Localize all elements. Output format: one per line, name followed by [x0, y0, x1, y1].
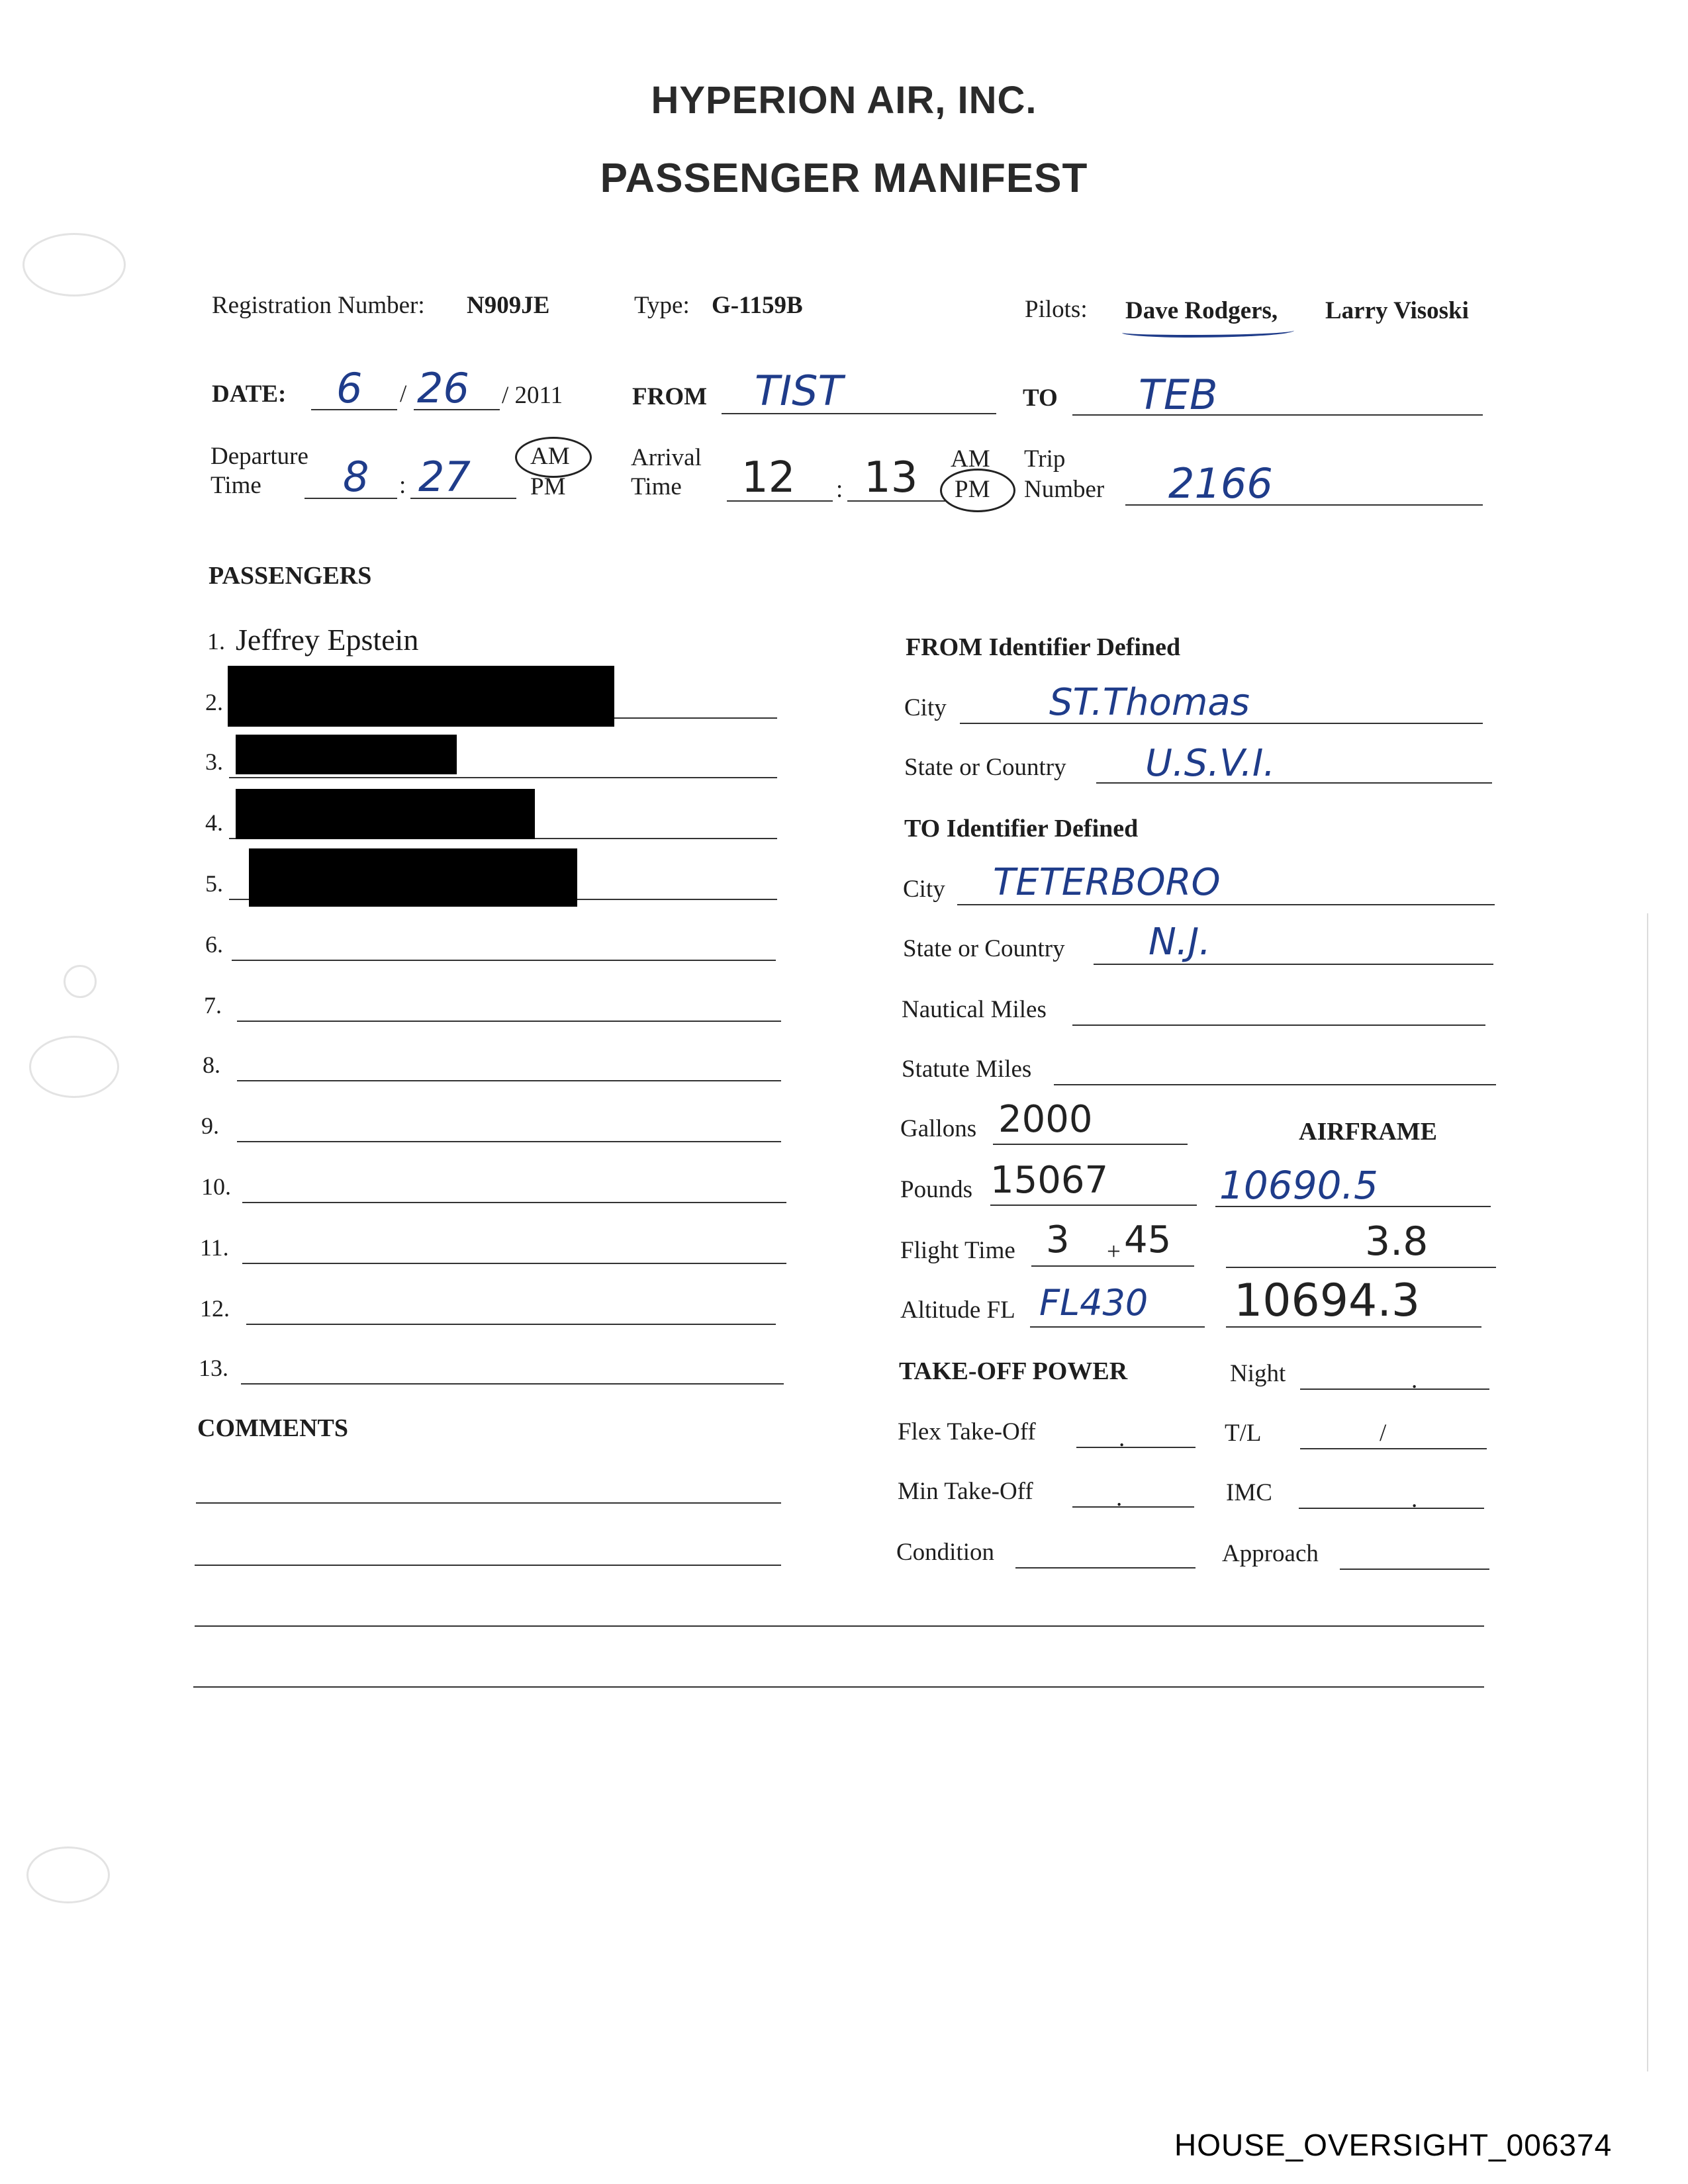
- date-month: 6: [336, 364, 363, 412]
- from-city-label: City: [904, 694, 947, 721]
- arrival-hour-line: [727, 500, 833, 502]
- to-state-value: N.J.: [1149, 921, 1211, 964]
- passenger-line-9: [237, 1141, 781, 1142]
- pilot-1: Dave Rodgers,: [1125, 297, 1278, 324]
- to-city-label: City: [903, 876, 945, 903]
- to-identifier-heading: TO Identifier Defined: [904, 815, 1139, 842]
- passenger-number-11: 11.: [200, 1234, 229, 1261]
- form-title: PASSENGER MANIFEST: [600, 156, 1088, 201]
- registration-value: N909JE: [467, 292, 550, 319]
- scan-artifact: [26, 1846, 110, 1903]
- condition-line: [1015, 1567, 1196, 1569]
- nautical-label: Nautical Miles: [902, 996, 1047, 1023]
- comments-line-1: [196, 1502, 781, 1504]
- to-line: [1072, 414, 1483, 416]
- redaction-box: [236, 735, 457, 774]
- departure-colon: :: [399, 472, 406, 499]
- night-dot: .: [1411, 1367, 1418, 1394]
- trip-line: [1125, 504, 1483, 506]
- flight-time-plus: +: [1107, 1238, 1121, 1265]
- departure-label-2: Time: [211, 472, 261, 499]
- scan-artifact: [64, 965, 97, 998]
- from-state-label: State or Country: [904, 754, 1066, 781]
- from-state-value: U.S.V.I.: [1145, 742, 1276, 785]
- redaction-box: [228, 666, 614, 727]
- pilots-label: Pilots:: [1025, 296, 1088, 323]
- night-line: [1300, 1388, 1489, 1390]
- imc-dot: .: [1411, 1486, 1418, 1513]
- flight-time-label: Flight Time: [900, 1237, 1015, 1264]
- passenger-number-10: 10.: [201, 1173, 231, 1200]
- departure-minute: 27: [418, 453, 471, 501]
- min-takeoff-line: [1072, 1506, 1194, 1508]
- to-city-line: [957, 904, 1495, 905]
- registration-label: Registration Number:: [212, 292, 425, 319]
- airframe-line-3: [1226, 1326, 1481, 1328]
- approach-line: [1340, 1569, 1489, 1570]
- flex-takeoff-line: [1076, 1447, 1196, 1448]
- tl-label: T/L: [1225, 1420, 1262, 1447]
- statute-label: Statute Miles: [902, 1056, 1032, 1083]
- comments-line-3: [195, 1625, 1484, 1627]
- type-label: Type:: [634, 292, 690, 319]
- takeoff-power-heading: TAKE-OFF POWER: [899, 1357, 1128, 1385]
- to-state-label: State or Country: [903, 935, 1065, 962]
- approach-label: Approach: [1222, 1540, 1319, 1567]
- passengers-heading: PASSENGERS: [209, 562, 372, 590]
- arrival-label-1: Arrival: [631, 444, 702, 471]
- tl-slash: /: [1380, 1420, 1387, 1447]
- airframe-line-1: [1215, 1206, 1491, 1207]
- pilot-underline-mark: [1122, 326, 1294, 338]
- comments-line-2: [195, 1565, 781, 1566]
- passenger-number-1: 1.: [207, 628, 225, 655]
- type-value: G-1159B: [712, 292, 803, 319]
- passenger-line-12: [246, 1324, 776, 1325]
- departure-label-1: Departure: [211, 443, 308, 470]
- pounds-label: Pounds: [900, 1176, 972, 1203]
- departure-minute-line: [410, 498, 516, 499]
- passenger-line-7: [237, 1021, 781, 1022]
- gallons-value: 2000: [998, 1098, 1093, 1141]
- page-edge: [1647, 913, 1648, 2071]
- passenger-number-12: 12.: [200, 1295, 230, 1322]
- imc-line: [1299, 1508, 1484, 1509]
- from-value: TIST: [755, 367, 843, 415]
- imc-label: IMC: [1226, 1479, 1272, 1506]
- bates-number: HOUSE_OVERSIGHT_006374: [1174, 2128, 1613, 2162]
- passenger-number-3: 3.: [205, 749, 223, 775]
- passenger-line-11: [242, 1263, 786, 1264]
- departure-hour-line: [305, 498, 397, 499]
- passenger-number-2: 2.: [205, 689, 223, 715]
- from-state-line: [1096, 782, 1492, 784]
- trip-label-1: Trip: [1024, 445, 1066, 473]
- departure-pm: PM: [530, 473, 566, 500]
- passenger-line-3: [229, 777, 777, 778]
- from-city-value: ST.Thomas: [1049, 681, 1250, 724]
- comments-line-4: [193, 1686, 1484, 1688]
- statute-line: [1054, 1084, 1496, 1085]
- min-takeoff-dot: .: [1116, 1484, 1123, 1512]
- flex-takeoff-label: Flex Take-Off: [898, 1418, 1036, 1445]
- tl-line: [1300, 1448, 1487, 1449]
- passenger-name-1: Jeffrey Epstein: [236, 623, 419, 657]
- from-line: [722, 413, 996, 414]
- airframe-value-1: 10690.5: [1219, 1163, 1378, 1208]
- date-label: DATE:: [212, 381, 287, 408]
- departure-hour: 8: [343, 453, 369, 501]
- redaction-box: [236, 789, 535, 839]
- arrival-pm: PM: [955, 476, 990, 503]
- arrival-minute: 13: [864, 453, 918, 502]
- airframe-value-3: 10694.3: [1234, 1275, 1421, 1327]
- passenger-number-5: 5.: [205, 870, 223, 897]
- passenger-number-8: 8.: [203, 1052, 220, 1078]
- arrival-minute-line: [847, 500, 947, 502]
- altitude-label: Altitude FL: [900, 1297, 1015, 1324]
- departure-am: AM: [530, 443, 570, 470]
- passenger-number-9: 9.: [201, 1113, 219, 1139]
- trip-label-2: Number: [1024, 476, 1105, 503]
- gallons-line: [993, 1144, 1188, 1145]
- passenger-line-8: [237, 1080, 781, 1081]
- gallons-label: Gallons: [900, 1115, 977, 1142]
- flex-takeoff-dot: .: [1119, 1425, 1125, 1452]
- redaction-box: [249, 848, 577, 907]
- to-state-line: [1094, 964, 1493, 965]
- to-value: TEB: [1139, 371, 1218, 419]
- date-sep: /: [400, 381, 407, 408]
- company-name: HYPERION AIR, INC.: [651, 79, 1037, 122]
- arrival-colon: :: [836, 476, 843, 503]
- passenger-number-13: 13.: [199, 1355, 228, 1381]
- date-day: 26: [417, 364, 469, 412]
- passenger-number-6: 6.: [205, 931, 223, 958]
- arrival-am: AM: [951, 445, 990, 473]
- scan-artifact: [29, 1036, 119, 1098]
- pilot-2: Larry Visoski: [1325, 297, 1469, 324]
- flight-time-minutes: 45: [1124, 1218, 1172, 1261]
- scan-artifact: [23, 233, 126, 296]
- altitude-line: [1030, 1326, 1205, 1328]
- from-city-line: [960, 723, 1483, 724]
- to-city-value: TETERBORO: [993, 861, 1221, 904]
- date-month-line: [311, 409, 397, 410]
- altitude-value: FL430: [1039, 1282, 1149, 1324]
- min-takeoff-label: Min Take-Off: [898, 1478, 1033, 1505]
- comments-heading: COMMENTS: [197, 1414, 348, 1442]
- airframe-heading: AIRFRAME: [1299, 1118, 1437, 1146]
- flight-time-line: [1031, 1265, 1194, 1267]
- trip-value: 2166: [1168, 459, 1273, 508]
- nautical-line: [1072, 1024, 1485, 1026]
- passenger-number-7: 7.: [204, 992, 222, 1019]
- pounds-value: 15067: [990, 1159, 1109, 1202]
- from-label: FROM: [632, 383, 708, 410]
- passenger-line-10: [242, 1202, 786, 1203]
- airframe-line-2: [1226, 1267, 1496, 1268]
- date-day-line: [414, 409, 500, 410]
- flight-time-hours: 3: [1046, 1218, 1070, 1261]
- passenger-line-13: [241, 1383, 784, 1385]
- arrival-hour: 12: [741, 453, 796, 502]
- from-identifier-heading: FROM Identifier Defined: [906, 633, 1181, 661]
- date-year: / 2011: [502, 382, 563, 409]
- passenger-line-6: [232, 960, 776, 961]
- airframe-value-2: 3.8: [1365, 1218, 1429, 1265]
- pounds-line: [990, 1205, 1197, 1206]
- passenger-number-4: 4.: [205, 809, 223, 836]
- night-label: Night: [1230, 1360, 1286, 1387]
- to-label: TO: [1023, 385, 1058, 412]
- arrival-label-2: Time: [631, 473, 682, 500]
- condition-label: Condition: [896, 1539, 995, 1566]
